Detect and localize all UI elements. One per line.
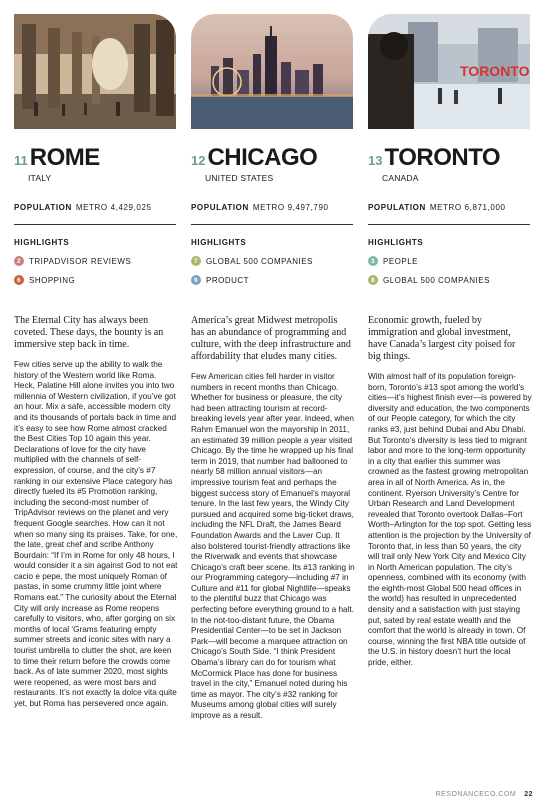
- city-column-toronto: [368, 14, 530, 285]
- city-column-chicago: [191, 14, 353, 285]
- rank-number: 13: [368, 153, 383, 168]
- rank-badge: 9: [191, 275, 201, 285]
- body-text: Few American cities fell harder in visitor numbers in recent months than Chicago. Whether for business or pleasure, the city had been attracting tourism at record-breaking levels year after year. Indeed, when Rahm Emanuel won the mayorship in 2011, an estimated 39 million people a year visited Chicago. By the time he wrapped up his final term in 2019, that number had ballooned to nearly 58 million annual visitors—an impressive tourism feat and perhaps the biggest success story of Emanuel’s mayoral tenure. In the last few years, the Windy City pursued and acquired some big-ticket draws, including the NFL Draft, the James Beard Foundation Awards and the Laver Cup. It also bolstered tourist-friendly attractions like the Riverwalk and events that showcase Chicago’s craft beer scene. Its #13 ranking in our Programming category—including #7 in Culture and #11 for global Nightlife—speaks to the plentiful buzz that Chicago was perfecting before everything ground to a halt. In the not-too-distant future, the Obama Presidential Center—to be set in Jackson Park—will become a marquee attraction on Chicago’s South Side. “I think President Obama’s library can do for tourism what McCormick Place has done for business travel in the city,” Emanuel noted during his time as mayor. The city’s #32 ranking for Museums among global cities will surely improve as a result.: [191, 372, 355, 720]
- highlight-label: PEOPLE: [383, 256, 419, 266]
- population-value: METRO 6,871,000: [429, 203, 506, 212]
- highlight-label: GLOBAL 500 COMPANIES: [206, 256, 313, 266]
- highlight-item: [368, 275, 530, 285]
- highlight-item: [191, 275, 353, 285]
- city-heading: [191, 145, 353, 171]
- highlight-item: [14, 275, 176, 285]
- highlights-title: HIGHLIGHTS: [191, 238, 247, 247]
- highlight-label: SHOPPING: [29, 275, 76, 285]
- lead-paragraph: The Eternal City has always been coveted. These days, the bounty is an immersive step back in time.: [14, 315, 164, 350]
- rank-badge: 3: [368, 256, 378, 266]
- highlights-title: HIGHLIGHTS: [368, 238, 424, 247]
- body-text: With almost half of its population foreign-born, Toronto’s #13 spot among the world’s cities—it’s highest finish ever—is powered by diversity and education, the two components of our People category, for which the city ranks #3, just behind Dubai and Abu Dhabi. But Toronto’s diversity is less tied to migrant labor and more to the long-term opportunity in a city that earlier this summer was crowned as the fastest growing metropolitan area in all of North America. As in, the continent. Ryerson University’s Centre for Urban Research and Land Development revealed that Toronto overtook Dallas–Fort Worth–Arlington for the top spot. Getting less attention is the projection by the University of Toronto that, in less than 50 years, the city will trail only New York City and Mexico City in North American population. The city’s openness, combined with its economy (with the eighth-most Global 500 head offices in the world) has resulted in unprecedented density and a satisfaction with just staying put, sated by real estate wealth and the comfort that the world is already in town. Of course, winning the first NBA title outside of the U.S. in history doesn’t hurt the local pride, either.: [368, 372, 532, 668]
- population: [191, 203, 353, 212]
- page-number: 22: [524, 791, 533, 798]
- rank-badge: 2: [14, 256, 24, 266]
- highlight-item: [191, 256, 353, 266]
- toronto-photo: [368, 14, 530, 129]
- rome-photo: [14, 14, 176, 129]
- population-label: POPULATION: [191, 203, 249, 212]
- highlight-label: TRIPADVISOR REVIEWS: [29, 256, 132, 266]
- city-name: ROME: [29, 144, 100, 171]
- city-heading: [368, 145, 530, 171]
- chicago-photo: [191, 14, 353, 129]
- city-name: CHICAGO: [207, 144, 318, 171]
- highlight-label: PRODUCT: [206, 275, 250, 285]
- rank-number: 11: [14, 153, 28, 168]
- population: [368, 203, 530, 212]
- population-label: POPULATION: [368, 203, 426, 212]
- body-text: Few cities serve up the ability to walk the history of the Western world like Roma. Heck, Palatine Hill alone invites you into two millennia of Western civilization, if you’ve got an hour. Mix a safe, accessible modern city and its thousands of portals back in time and it’s easy to see how Rome almost cracked the Best Cities Top 10 again this year. Declarations of love for the city have multiplied with the channels of self-expression, of course, and the city’s #7 ranking in our extensive Place category has directly fueled its #5 Promotion ranking, including the second-most number of TripAdvisor reviews on the planet and very frequent Google searches. How can it not when so many sing its praises. Take, for one, the late, great chef and scribe Anthony Bourdain: “If I’m in Rome for only 48 hours, I would consider it a sin against God to not eat cacio e pepe, the most uniquely Roman of pastas, in some crummy little joint where Romans eat.” The curiosity about the Eternal City will only increase as Rome reopens carefully to visitors, who, after gorging on six months of local ‘Grams featuring empty summer streets and iconic sites with nary a tourist umbrella to clutter the shot, are keen to time their return before the crowds come back. As of late summer 2020, most sights were reopened, as were most bars and restaurants. It’s not exactly la dolce vita quite yet, but Roma has persevered once again.: [14, 360, 178, 708]
- rank-number: 12: [191, 153, 206, 168]
- population-label: POPULATION: [14, 203, 72, 212]
- rank-badge: 7: [191, 256, 201, 266]
- divider: [191, 224, 353, 225]
- lead-paragraph: Economic growth, fueled by immigration and global investment, have Canada’s largest city poised for big things.: [368, 315, 516, 362]
- lead-paragraph: America’s great Midwest metropolis has an abundance of programming and culture, with the deep infrastructure and affordability that eludes many cities.: [191, 315, 351, 362]
- site-url: RESONANCECO.COM: [435, 791, 517, 798]
- city-column-rome: [14, 14, 176, 285]
- rank-badge: 8: [368, 275, 378, 285]
- population-value: METRO 4,429,025: [75, 203, 152, 212]
- page-footer: [436, 791, 533, 798]
- highlight-item: [368, 256, 530, 266]
- highlight-label: GLOBAL 500 COMPANIES: [383, 275, 490, 285]
- svg-text:TORONTO: TORONTO: [460, 63, 530, 79]
- city-name: TORONTO: [384, 144, 501, 171]
- rank-badge: 6: [14, 275, 24, 285]
- country-name: UNITED STATES: [205, 173, 274, 183]
- divider: [14, 224, 176, 225]
- highlights-title: HIGHLIGHTS: [14, 238, 70, 247]
- country-name: CANADA: [382, 173, 419, 183]
- highlight-item: [14, 256, 176, 266]
- divider: [368, 224, 530, 225]
- city-heading: [14, 145, 176, 171]
- population-value: METRO 9,497,790: [252, 203, 329, 212]
- country-name: ITALY: [28, 173, 52, 183]
- population: [14, 203, 176, 212]
